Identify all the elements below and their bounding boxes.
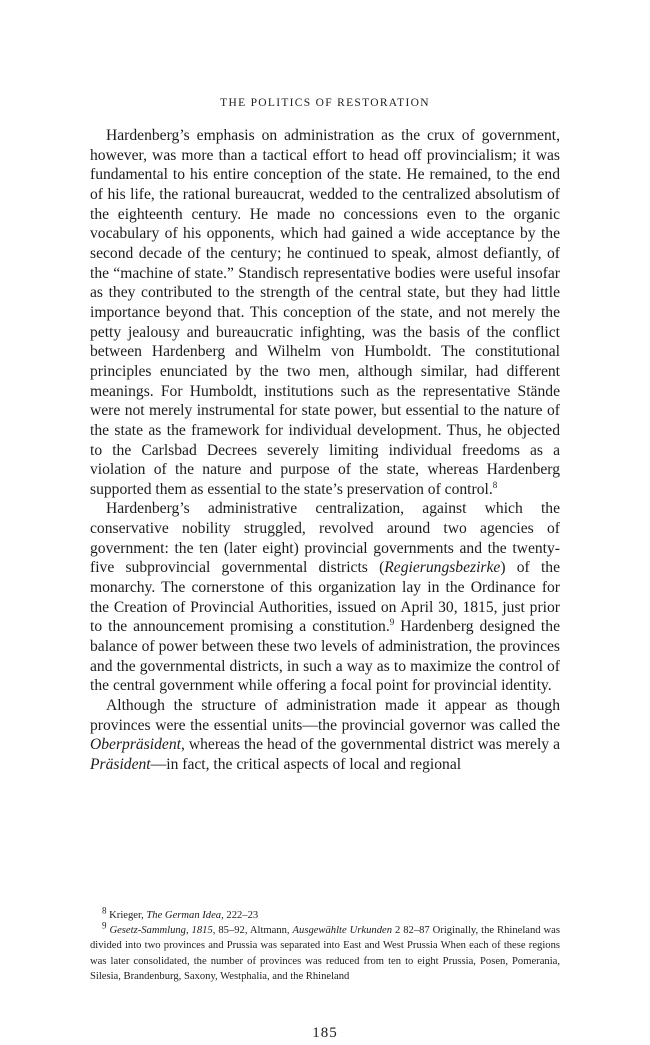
body-text — [90, 126, 560, 775]
footnote-text: 2 82–87 Originally, the Rhineland was divided into two provinces and Prussia was separated into East and West Prussia When each of these regions was later consolidated, the number of provinces was reduced from ten to eight Prussia, Posen, Pomerania, Silesia, Brandenburg, Saxony, Westphalia, and the Rhineland — [90, 925, 560, 982]
paragraph-1-text: Hardenberg’s emphasis on administration as the crux of government, however, was more than a tactical effort to head off provincialism; it was fundamental to his entire conception of the state. He remained, to the end of his life, the rational bureaucrat, wedded to the centralized absolutism of the eighteenth century. He made no concessions even to the organic vocabulary of his opponents, which had gained a wide acceptance by the second decade of the century; he continued to speak, almost defiantly, of the “machine of state.” Standisch representative bodies were useful insofar as they contributed to the strength of the central state, but they had little importance beyond that. This conception of the state, and not merely the petty jealousy and bureaucratic infighting, was the basis of the conflict between Hardenberg and Wilhelm von Humboldt. The constitutional principles enunciated by the two men, although similar, had different meanings. For Humboldt, institutions such as the representative Stände were not merely instrumental for state power, but essential to the nature of the state as the framework for individual development. Thus, he objected to the Carlsbad Decrees severely limiting individual freedoms as a violation of the nature and purpose of the state, whereas Hardenberg supported them as essential to the state’s preservation of control. — [90, 127, 560, 498]
page-number: 185 — [312, 1025, 338, 1041]
footnotes — [90, 905, 560, 984]
paragraph-3-italic-term-1: Oberpräsident — [90, 736, 181, 754]
footnote-text: Krieger, — [106, 910, 147, 921]
paragraph-3-italic-term-2: Präsident — [90, 756, 151, 773]
footnote-9 — [90, 920, 560, 984]
paragraph-1 — [90, 126, 560, 499]
paragraph-3-text-b: , whereas the head of the governmental district was merely a — [180, 736, 560, 754]
footnote-text: , 85–92, Altmann, — [212, 925, 293, 937]
paragraph-2-italic-term: Regierungsbezirke — [384, 559, 501, 577]
footnote-italic-title: Ausgewählte Urkunden — [292, 925, 393, 937]
footnote-number: 8 — [102, 905, 107, 916]
footnote-italic-title: The German Idea — [146, 910, 222, 921]
paragraph-3 — [90, 696, 560, 775]
footnote-ref-9[interactable]: 9 — [389, 617, 395, 628]
paragraph-2-text-c: Hardenberg designed the balance of power between these two levels of administration, the provinces and the governmental districts, in such a way as to maximize the control of the central government while offering a focal point for provincial identity. — [90, 618, 560, 695]
running-head: THE POLITICS OF RESTORATION — [220, 97, 430, 109]
paragraph-3-text-a: Although the structure of administration made it appear as though provinces were the essential units—the provincial governor was called the — [90, 697, 560, 734]
paragraph-2-text-a: Hardenberg’s administrative centralization, against which the conservative nobility struggled, revolved around two agencies of government: the ten (later eight) provincial governments and the twenty-five subprovincial governmental districts ( — [90, 500, 560, 577]
footnote-text: , 222–23 — [221, 910, 259, 921]
paragraph-2-text-b: ) of the monarchy. The cornerstone of this organization lay in the Ordinance for the Creation of Provincial Authorities, issued on April 30, 1815, just prior to the announcement promising a constitution. — [90, 559, 560, 636]
footnote-italic-title: Gesetz-Sammlung, 1815 — [106, 925, 213, 937]
footnote-number: 9 — [102, 920, 107, 931]
footnote-8 — [90, 905, 560, 923]
paragraph-2 — [90, 499, 560, 696]
footnote-ref-8[interactable]: 8 — [492, 479, 498, 490]
paragraph-3-text-c: —in fact, the critical aspects of local and regional — [150, 756, 462, 773]
